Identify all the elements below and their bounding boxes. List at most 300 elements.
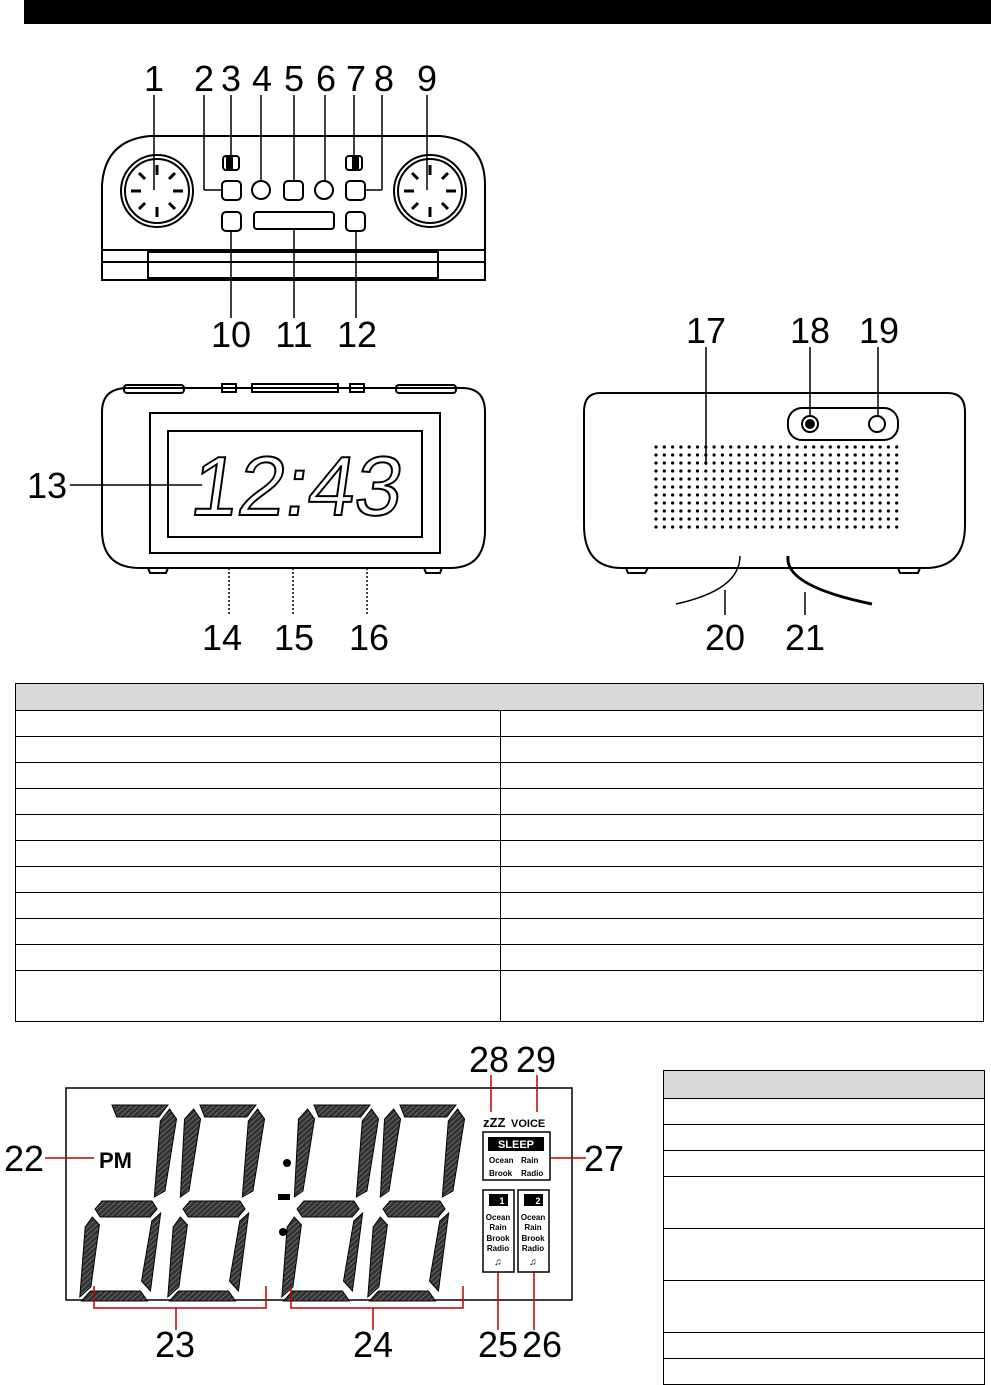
grille-hole: [787, 461, 790, 464]
alarm1-sound-radio: Radio: [486, 1244, 510, 1253]
grille-hole: [820, 461, 823, 464]
top-buttons-row: [222, 181, 365, 231]
grille-hole: [654, 493, 657, 496]
grille-hole: [862, 477, 865, 480]
grille-hole: [754, 469, 757, 472]
grille-hole: [729, 453, 732, 456]
table-cell: [664, 1151, 985, 1177]
table-row: [16, 789, 984, 815]
grille-hole: [829, 493, 832, 496]
grille-hole: [796, 501, 799, 504]
grille-hole: [820, 517, 823, 520]
grille-hole: [829, 469, 832, 472]
grille-hole: [870, 493, 873, 496]
alarm2-badge: 2: [535, 1196, 541, 1206]
grille-hole: [854, 509, 857, 512]
grille-hole: [704, 477, 707, 480]
grille-hole: [679, 493, 682, 496]
grille-hole: [870, 517, 873, 520]
grille-hole: [895, 477, 898, 480]
grille-hole: [829, 509, 832, 512]
table-cell: [501, 841, 984, 867]
grille-hole: [796, 469, 799, 472]
grille-hole: [812, 485, 815, 488]
grille-hole: [870, 453, 873, 456]
grille-hole: [688, 525, 691, 528]
grille-hole: [737, 501, 740, 504]
grille-hole: [721, 477, 724, 480]
grille-hole: [688, 501, 691, 504]
grille-hole: [688, 445, 691, 448]
grille-hole: [696, 461, 699, 464]
grille-hole: [879, 461, 882, 464]
table-row: [16, 919, 984, 945]
grille-hole: [704, 469, 707, 472]
top-view-leader-lines: [154, 95, 427, 318]
lcd-digits: [77, 1105, 466, 1301]
grille-hole: [804, 509, 807, 512]
table-cell: [501, 711, 984, 737]
table-cell: [501, 919, 984, 945]
grille-hole: [771, 453, 774, 456]
callout-21: 21: [784, 617, 826, 658]
grille-hole: [762, 501, 765, 504]
grille-hole: [812, 445, 815, 448]
grille-hole: [771, 461, 774, 464]
grille-hole: [713, 485, 716, 488]
grille-hole: [895, 525, 898, 528]
grille-hole: [762, 469, 765, 472]
grille-hole: [845, 461, 848, 464]
grille-hole: [737, 485, 740, 488]
grille-hole: [862, 485, 865, 488]
device-diagram: [0, 0, 991, 680]
grille-hole: [879, 493, 882, 496]
table-row: [664, 1151, 985, 1177]
sleep-sound-radio: Radio: [521, 1169, 544, 1178]
grille-hole: [737, 461, 740, 464]
callout-1: 1: [143, 58, 165, 99]
grille-hole: [879, 445, 882, 448]
grille-hole: [696, 445, 699, 448]
grille-hole: [721, 509, 724, 512]
table-cell: [664, 1177, 985, 1229]
grille-hole: [746, 509, 749, 512]
grille-hole: [887, 453, 890, 456]
table-row: [664, 1333, 985, 1359]
grille-hole: [820, 509, 823, 512]
grille-hole: [796, 517, 799, 520]
callout-16: 16: [348, 617, 390, 658]
grille-hole: [812, 477, 815, 480]
grille-hole: [696, 525, 699, 528]
callout-2: 2: [193, 58, 215, 99]
table-cell: [16, 971, 501, 1022]
grille-hole: [688, 493, 691, 496]
grille-hole: [746, 517, 749, 520]
table-cell: [16, 763, 501, 789]
grille-hole: [796, 485, 799, 488]
table-cell: [664, 1359, 985, 1385]
table-cell: [16, 815, 501, 841]
grille-hole: [713, 501, 716, 504]
table-row: [16, 737, 984, 763]
grille-hole: [887, 445, 890, 448]
grille-hole: [854, 453, 857, 456]
grille-hole: [845, 477, 848, 480]
grille-hole: [654, 445, 657, 448]
grille-hole: [870, 525, 873, 528]
grille-hole: [746, 445, 749, 448]
sleep-box: [483, 1132, 550, 1180]
callout-26: 26: [521, 1324, 563, 1365]
grille-hole: [771, 517, 774, 520]
alarm2-sound-radio: Radio: [521, 1244, 545, 1253]
grille-hole: [754, 501, 757, 504]
grille-hole: [804, 485, 807, 488]
grille-hole: [879, 453, 882, 456]
alarm2-sound-rain: Rain: [524, 1223, 542, 1232]
grille-hole: [679, 445, 682, 448]
grille-hole: [721, 525, 724, 528]
grille-hole: [671, 469, 674, 472]
grille-hole: [688, 461, 691, 464]
grille-hole: [895, 501, 898, 504]
grille-hole: [729, 477, 732, 480]
callout-17: 17: [685, 310, 727, 351]
table-cell: [501, 737, 984, 763]
grille-hole: [862, 461, 865, 464]
sleep-label: SLEEP: [497, 1139, 535, 1151]
grille-hole: [746, 477, 749, 480]
grille-hole: [854, 477, 857, 480]
grille-hole: [779, 453, 782, 456]
grille-hole: [721, 493, 724, 496]
grille-hole: [829, 517, 832, 520]
callout-13: 13: [26, 465, 68, 506]
grille-hole: [696, 477, 699, 480]
grille-hole: [829, 461, 832, 464]
grille-hole: [854, 517, 857, 520]
grille-hole: [787, 517, 790, 520]
grille-hole: [729, 461, 732, 464]
table-cell: [16, 919, 501, 945]
grille-hole: [862, 493, 865, 496]
grille-hole: [671, 477, 674, 480]
grille-hole: [671, 509, 674, 512]
grille-hole: [895, 493, 898, 496]
grille-hole: [879, 509, 882, 512]
callout-24: 24: [352, 1324, 394, 1365]
grille-hole: [713, 509, 716, 512]
grille-hole: [895, 517, 898, 520]
grille-hole: [862, 469, 865, 472]
grille-hole: [729, 501, 732, 504]
grille-hole: [887, 485, 890, 488]
left-knob: [121, 155, 193, 227]
table-row: [16, 945, 984, 971]
grille-hole: [779, 461, 782, 464]
grille-hole: [679, 525, 682, 528]
grille-hole: [854, 461, 857, 464]
table-cell: [16, 789, 501, 815]
callout-14: 14: [201, 617, 243, 658]
table-cell: [501, 867, 984, 893]
grille-hole: [837, 517, 840, 520]
grille-hole: [713, 517, 716, 520]
grille-hole: [679, 509, 682, 512]
grille-hole: [796, 461, 799, 464]
grille-hole: [729, 469, 732, 472]
table-row: [16, 971, 984, 1022]
grille-hole: [713, 525, 716, 528]
grille-hole: [837, 501, 840, 504]
sleep-sound-brook: Brook: [489, 1169, 513, 1178]
grille-hole: [688, 485, 691, 488]
grille-hole: [704, 517, 707, 520]
grille-hole: [654, 469, 657, 472]
grille-hole: [713, 445, 716, 448]
grille-hole: [696, 501, 699, 504]
callout-9: 9: [416, 58, 438, 99]
grille-hole: [829, 445, 832, 448]
grille-hole: [746, 525, 749, 528]
grille-hole: [820, 469, 823, 472]
grille-hole: [771, 485, 774, 488]
grille-hole: [771, 469, 774, 472]
grille-hole: [787, 501, 790, 504]
back-view-leader-lines: [706, 347, 878, 615]
grille-hole: [804, 517, 807, 520]
clock-readout: 12:43: [186, 439, 410, 533]
grille-hole: [804, 445, 807, 448]
grille-hole: [713, 493, 716, 496]
grille-hole: [663, 525, 666, 528]
callout-12: 12: [336, 314, 378, 355]
grille-hole: [887, 501, 890, 504]
grille-hole: [837, 525, 840, 528]
callout-15: 15: [273, 617, 315, 658]
grille-hole: [746, 493, 749, 496]
callout-10: 10: [210, 314, 252, 355]
switch-7: [346, 156, 362, 170]
grille-hole: [688, 453, 691, 456]
grille-hole: [679, 501, 682, 504]
alarm1-music-icon: ♫: [494, 1257, 502, 1268]
grille-hole: [754, 517, 757, 520]
grille-hole: [654, 501, 657, 504]
grille-hole: [663, 469, 666, 472]
grille-hole: [895, 509, 898, 512]
table-row: [664, 1229, 985, 1281]
grille-hole: [737, 509, 740, 512]
grille-hole: [787, 493, 790, 496]
grille-hole: [845, 445, 848, 448]
grille-hole: [887, 525, 890, 528]
parts-table-1: [15, 683, 984, 1022]
grille-hole: [862, 501, 865, 504]
grille-hole: [754, 485, 757, 488]
grille-hole: [887, 517, 890, 520]
back-view-callout-numbers: [686, 310, 899, 658]
grille-hole: [845, 493, 848, 496]
grille-hole: [887, 461, 890, 464]
grille-hole: [796, 493, 799, 496]
grille-hole: [820, 525, 823, 528]
alarm1-badge: 1: [499, 1196, 505, 1206]
grille-hole: [870, 469, 873, 472]
grille-hole: [829, 525, 832, 528]
table-header-row: [664, 1071, 985, 1099]
grille-hole: [721, 501, 724, 504]
grille-hole: [721, 453, 724, 456]
callout-19: 19: [858, 310, 900, 351]
grille-hole: [771, 525, 774, 528]
grille-hole: [837, 509, 840, 512]
grille-hole: [696, 469, 699, 472]
grille-hole: [663, 501, 666, 504]
grille-hole: [854, 445, 857, 448]
callout-6: 6: [315, 58, 337, 99]
speaker-grille: [654, 445, 898, 528]
grille-hole: [704, 501, 707, 504]
grille-hole: [762, 517, 765, 520]
table-cell: [501, 815, 984, 841]
parts-table-2: [663, 1070, 985, 1385]
grille-hole: [779, 493, 782, 496]
grille-hole: [762, 477, 765, 480]
grille-hole: [679, 469, 682, 472]
grille-hole: [804, 525, 807, 528]
alarm1-box: [483, 1190, 514, 1272]
lcd-diagram: [0, 1030, 660, 1384]
grille-hole: [779, 501, 782, 504]
grille-hole: [671, 493, 674, 496]
table-cell: [501, 893, 984, 919]
grille-hole: [845, 501, 848, 504]
grille-hole: [779, 485, 782, 488]
grille-hole: [754, 509, 757, 512]
grille-hole: [779, 517, 782, 520]
alarm2-sound-brook: Brook: [521, 1234, 545, 1243]
grille-hole: [696, 485, 699, 488]
alarm1-sound-rain: Rain: [489, 1223, 507, 1232]
table-cell: [501, 789, 984, 815]
table-cell: [664, 1125, 985, 1151]
grille-hole: [771, 501, 774, 504]
grille-hole: [829, 501, 832, 504]
grille-hole: [796, 453, 799, 456]
back-view-device: [584, 393, 965, 573]
grille-hole: [762, 493, 765, 496]
grille-hole: [779, 509, 782, 512]
grille-hole: [713, 469, 716, 472]
grille-hole: [895, 485, 898, 488]
grille-hole: [737, 453, 740, 456]
callout-5: 5: [283, 58, 305, 99]
grille-hole: [663, 493, 666, 496]
switch-3: [223, 156, 239, 170]
grille-hole: [879, 469, 882, 472]
grille-hole: [729, 485, 732, 488]
grille-hole: [771, 445, 774, 448]
grille-hole: [729, 445, 732, 448]
grille-hole: [837, 469, 840, 472]
grille-hole: [879, 517, 882, 520]
grille-hole: [762, 485, 765, 488]
grille-hole: [663, 517, 666, 520]
grille-hole: [754, 477, 757, 480]
grille-hole: [746, 469, 749, 472]
table-cell: [16, 945, 501, 971]
grille-hole: [804, 461, 807, 464]
grille-hole: [713, 461, 716, 464]
grille-hole: [771, 509, 774, 512]
table-row: [664, 1125, 985, 1151]
grille-hole: [787, 453, 790, 456]
callout-20: 20: [704, 617, 746, 658]
grille-hole: [787, 485, 790, 488]
grille-hole: [879, 477, 882, 480]
grille-hole: [654, 461, 657, 464]
alarm2-music-icon: ♫: [529, 1257, 537, 1268]
table-row: [664, 1099, 985, 1125]
grille-hole: [796, 509, 799, 512]
grille-hole: [704, 525, 707, 528]
grille-hole: [671, 445, 674, 448]
table-cell: [16, 893, 501, 919]
grille-hole: [837, 485, 840, 488]
callout-29: 29: [515, 1039, 557, 1080]
back-cables: [676, 556, 872, 604]
callout-22: 22: [3, 1138, 45, 1179]
table-cell: [16, 841, 501, 867]
top-view-callout-numbers: [144, 58, 437, 355]
grille-hole: [887, 493, 890, 496]
grille-hole: [679, 517, 682, 520]
grille-hole: [754, 525, 757, 528]
alarm2-box: [518, 1190, 549, 1272]
grille-hole: [804, 477, 807, 480]
grille-hole: [812, 501, 815, 504]
grille-hole: [796, 477, 799, 480]
grille-hole: [820, 453, 823, 456]
table-row: [664, 1177, 985, 1229]
grille-hole: [779, 469, 782, 472]
grille-hole: [862, 517, 865, 520]
grille-hole: [746, 453, 749, 456]
grille-hole: [654, 517, 657, 520]
grille-hole: [754, 453, 757, 456]
grille-hole: [829, 477, 832, 480]
grille-hole: [779, 445, 782, 448]
grille-hole: [713, 477, 716, 480]
callout-25: 25: [477, 1324, 519, 1365]
grille-hole: [812, 517, 815, 520]
grille-hole: [762, 461, 765, 464]
callout-7: 7: [345, 58, 367, 99]
table-row: [664, 1359, 985, 1385]
callout-28: 28: [468, 1039, 510, 1080]
grille-hole: [854, 525, 857, 528]
callout-11: 11: [275, 314, 313, 355]
grille-hole: [787, 509, 790, 512]
grille-hole: [671, 501, 674, 504]
grille-hole: [812, 461, 815, 464]
grille-hole: [779, 477, 782, 480]
grille-hole: [854, 469, 857, 472]
grille-hole: [820, 485, 823, 488]
